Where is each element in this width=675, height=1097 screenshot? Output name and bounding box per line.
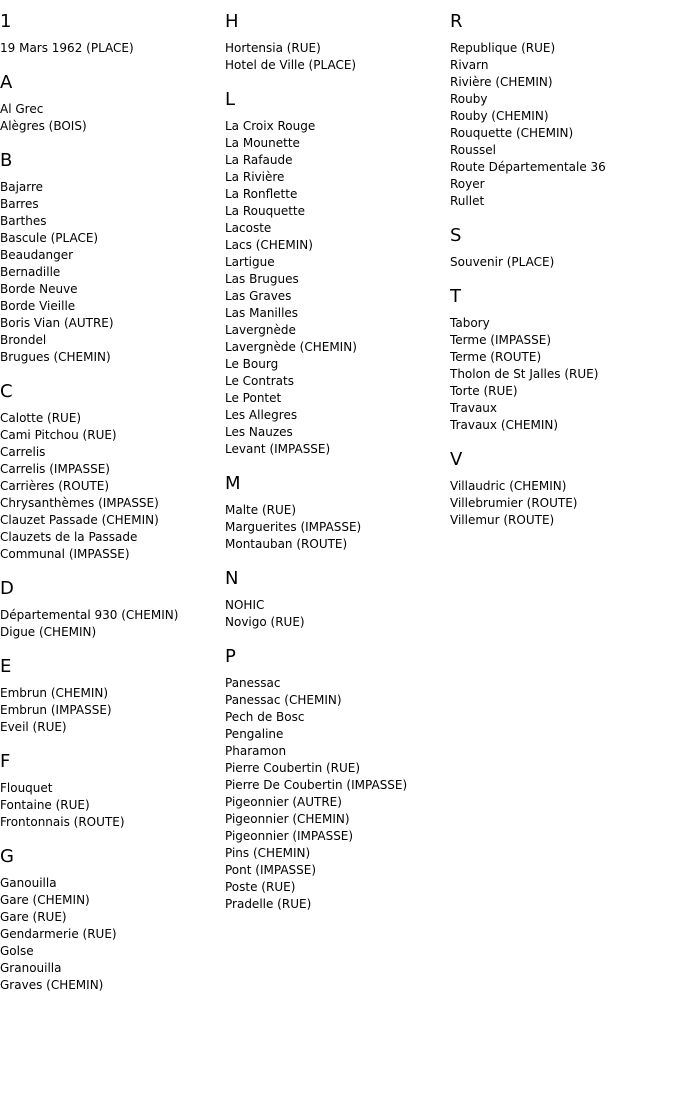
street-index-column-1 — [0, 0, 220, 1008]
letter-group — [450, 224, 670, 271]
street-name: Carrelis (IMPASSE) — [0, 462, 110, 476]
street-name: Royer — [450, 177, 485, 191]
street-name: Panessac (CHEMIN) — [225, 693, 342, 707]
street-name: Bernadille — [0, 265, 61, 279]
street-name: Lavergnède — [225, 323, 296, 337]
street-name: Las Brugues — [225, 272, 299, 286]
street-name: Tabory — [450, 316, 490, 330]
street-name: Republique (RUE) — [450, 41, 556, 55]
letter-group — [0, 577, 220, 641]
letter-heading: F — [0, 751, 11, 772]
street-name: Rivière (CHEMIN) — [450, 75, 553, 89]
street-name: Embrun (CHEMIN) — [0, 686, 109, 700]
street-name: Carrières (ROUTE) — [0, 479, 110, 493]
street-list — [0, 101, 220, 135]
street-name: Villemur (ROUTE) — [450, 513, 555, 527]
letter-group — [225, 88, 445, 458]
street-list — [0, 780, 220, 831]
letter-heading: V — [450, 449, 463, 470]
letter-group — [450, 448, 670, 529]
street-name: Borde Vieille — [0, 299, 76, 313]
street-name: La Mounette — [225, 136, 300, 150]
street-name: Pradelle (RUE) — [225, 897, 312, 911]
street-name: Pigeonnier (CHEMIN) — [225, 812, 350, 826]
street-list — [0, 607, 220, 641]
street-name: Malte (RUE) — [225, 503, 297, 517]
letter-group — [225, 645, 445, 913]
street-name: Pierre Coubertin (RUE) — [225, 761, 361, 775]
street-name: Graves (CHEMIN) — [0, 978, 104, 992]
street-list — [225, 118, 445, 458]
street-name: La Rouquette — [225, 204, 305, 218]
street-name: Granouilla — [0, 961, 62, 975]
letter-heading: P — [225, 646, 236, 667]
street-name: Flouquet — [0, 781, 53, 795]
letter-group — [450, 285, 670, 434]
letter-heading: D — [0, 578, 14, 599]
street-name: Levant (IMPASSE) — [225, 442, 331, 456]
street-name: Brugues (CHEMIN) — [0, 350, 111, 364]
street-name: Barres — [0, 197, 39, 211]
street-list — [0, 40, 220, 57]
street-name: Les Nauzes — [225, 425, 293, 439]
letter-heading: S — [450, 225, 462, 246]
street-name: Pengaline — [225, 727, 284, 741]
letter-heading: B — [0, 150, 13, 171]
street-list — [450, 315, 670, 434]
street-name: Barthes — [0, 214, 47, 228]
street-name: Pigeonnier (AUTRE) — [225, 795, 342, 809]
street-name: Rouby — [450, 92, 488, 106]
street-name: Bajarre — [0, 180, 44, 194]
letter-heading: 1 — [0, 11, 12, 32]
letter-group — [0, 10, 220, 57]
street-name: Lacs (CHEMIN) — [225, 238, 313, 252]
street-name: Pech de Bosc — [225, 710, 305, 724]
street-name: Rullet — [450, 194, 485, 208]
street-name: Boris Vian (AUTRE) — [0, 316, 114, 330]
street-list — [0, 685, 220, 736]
street-name: 19 Mars 1962 (PLACE) — [0, 41, 134, 55]
letter-heading: H — [225, 11, 239, 32]
letter-group — [450, 10, 670, 210]
street-index-column-3 — [450, 0, 670, 543]
letter-group — [225, 567, 445, 631]
street-name: Chrysanthèmes (IMPASSE) — [0, 496, 159, 510]
street-name: Rivarn — [450, 58, 489, 72]
street-name: Lavergnède (CHEMIN) — [225, 340, 357, 354]
street-list — [225, 40, 445, 74]
street-name: Marguerites (IMPASSE) — [225, 520, 362, 534]
street-name: Frontonnais (ROUTE) — [0, 815, 125, 829]
street-name: La Croix Rouge — [225, 119, 316, 133]
street-name: Montauban (ROUTE) — [225, 537, 348, 551]
letter-group — [225, 10, 445, 74]
letter-heading: E — [0, 656, 12, 677]
street-name: Route Départementale 36 — [450, 160, 606, 174]
letter-heading: L — [225, 89, 236, 110]
letter-group — [0, 655, 220, 736]
letter-heading: T — [450, 286, 461, 307]
street-name: Carrelis — [0, 445, 46, 459]
street-name: Travaux — [450, 401, 498, 415]
street-name: Hotel de Ville (PLACE) — [225, 58, 357, 72]
letter-heading: R — [450, 11, 463, 32]
street-name: Las Graves — [225, 289, 292, 303]
street-name: Embrun (IMPASSE) — [0, 703, 112, 717]
street-name: Borde Neuve — [0, 282, 78, 296]
street-name: Panessac — [225, 676, 281, 690]
street-name: Novigo (RUE) — [225, 615, 305, 629]
letter-group — [0, 71, 220, 135]
street-name: Lartigue — [225, 255, 275, 269]
street-name: Gare (CHEMIN) — [0, 893, 90, 907]
street-name: Fontaine (RUE) — [0, 798, 90, 812]
street-name: La Rafaude — [225, 153, 293, 167]
street-name: Le Bourg — [225, 357, 279, 371]
letter-heading: G — [0, 846, 14, 867]
street-name: Clauzets de la Passade — [0, 530, 138, 544]
letter-group — [0, 845, 220, 994]
street-name: Cami Pitchou (RUE) — [0, 428, 117, 442]
street-name: Eveil (RUE) — [0, 720, 67, 734]
street-name: Digue (CHEMIN) — [0, 625, 97, 639]
street-name: Souvenir (PLACE) — [450, 255, 555, 269]
letter-heading: N — [225, 568, 239, 589]
street-name: Les Allegres — [225, 408, 298, 422]
street-name: Pharamon — [225, 744, 287, 758]
street-name: Poste (RUE) — [225, 880, 296, 894]
street-name: Clauzet Passade (CHEMIN) — [0, 513, 159, 527]
street-name: Gendarmerie (RUE) — [0, 927, 117, 941]
letter-group — [0, 750, 220, 831]
street-name: Départemental 930 (CHEMIN) — [0, 608, 179, 622]
street-name: Brondel — [0, 333, 47, 347]
street-name: Le Pontet — [225, 391, 282, 405]
letter-group — [0, 149, 220, 366]
street-name: Rouby (CHEMIN) — [450, 109, 549, 123]
street-list — [225, 675, 445, 913]
street-name: NOHIC — [225, 598, 265, 612]
street-list — [450, 478, 670, 529]
street-name: Villebrumier (ROUTE) — [450, 496, 578, 510]
street-name: Tholon de St Jalles (RUE) — [450, 367, 599, 381]
street-name: Pins (CHEMIN) — [225, 846, 311, 860]
street-name: Villaudric (CHEMIN) — [450, 479, 567, 493]
street-list — [225, 502, 445, 553]
street-list — [450, 40, 670, 210]
street-name: Terme (ROUTE) — [450, 350, 542, 364]
street-name: La Ronflette — [225, 187, 298, 201]
street-list — [0, 179, 220, 366]
street-name: Pierre De Coubertin (IMPASSE) — [225, 778, 408, 792]
street-name: Al Grec — [0, 102, 44, 116]
street-name: Gare (RUE) — [0, 910, 67, 924]
street-name: Pont (IMPASSE) — [225, 863, 317, 877]
letter-group — [0, 380, 220, 563]
street-list — [225, 597, 445, 631]
street-index-column-2 — [225, 0, 445, 927]
street-name: Hortensia (RUE) — [225, 41, 321, 55]
street-name: Calotte (RUE) — [0, 411, 82, 425]
street-name: Las Manilles — [225, 306, 299, 320]
street-name: Communal (IMPASSE) — [0, 547, 130, 561]
street-list — [450, 254, 670, 271]
street-name: Roussel — [450, 143, 496, 157]
street-name: Le Contrats — [225, 374, 294, 388]
street-name: Bascule (PLACE) — [0, 231, 99, 245]
letter-heading: M — [225, 473, 241, 494]
street-name: Rouquette (CHEMIN) — [450, 126, 574, 140]
letter-heading: C — [0, 381, 13, 402]
street-name: Lacoste — [225, 221, 272, 235]
street-name: Golse — [0, 944, 34, 958]
street-name: Terme (IMPASSE) — [450, 333, 552, 347]
street-list — [0, 875, 220, 994]
street-name: Beaudanger — [0, 248, 74, 262]
letter-heading: A — [0, 72, 13, 93]
street-name: Torte (RUE) — [450, 384, 518, 398]
street-name: Pigeonnier (IMPASSE) — [225, 829, 354, 843]
letter-group — [225, 472, 445, 553]
street-list — [0, 410, 220, 563]
street-name: Ganouilla — [0, 876, 57, 890]
street-name: Alègres (BOIS) — [0, 119, 87, 133]
street-name: Travaux (CHEMIN) — [450, 418, 559, 432]
street-name: La Rivière — [225, 170, 285, 184]
